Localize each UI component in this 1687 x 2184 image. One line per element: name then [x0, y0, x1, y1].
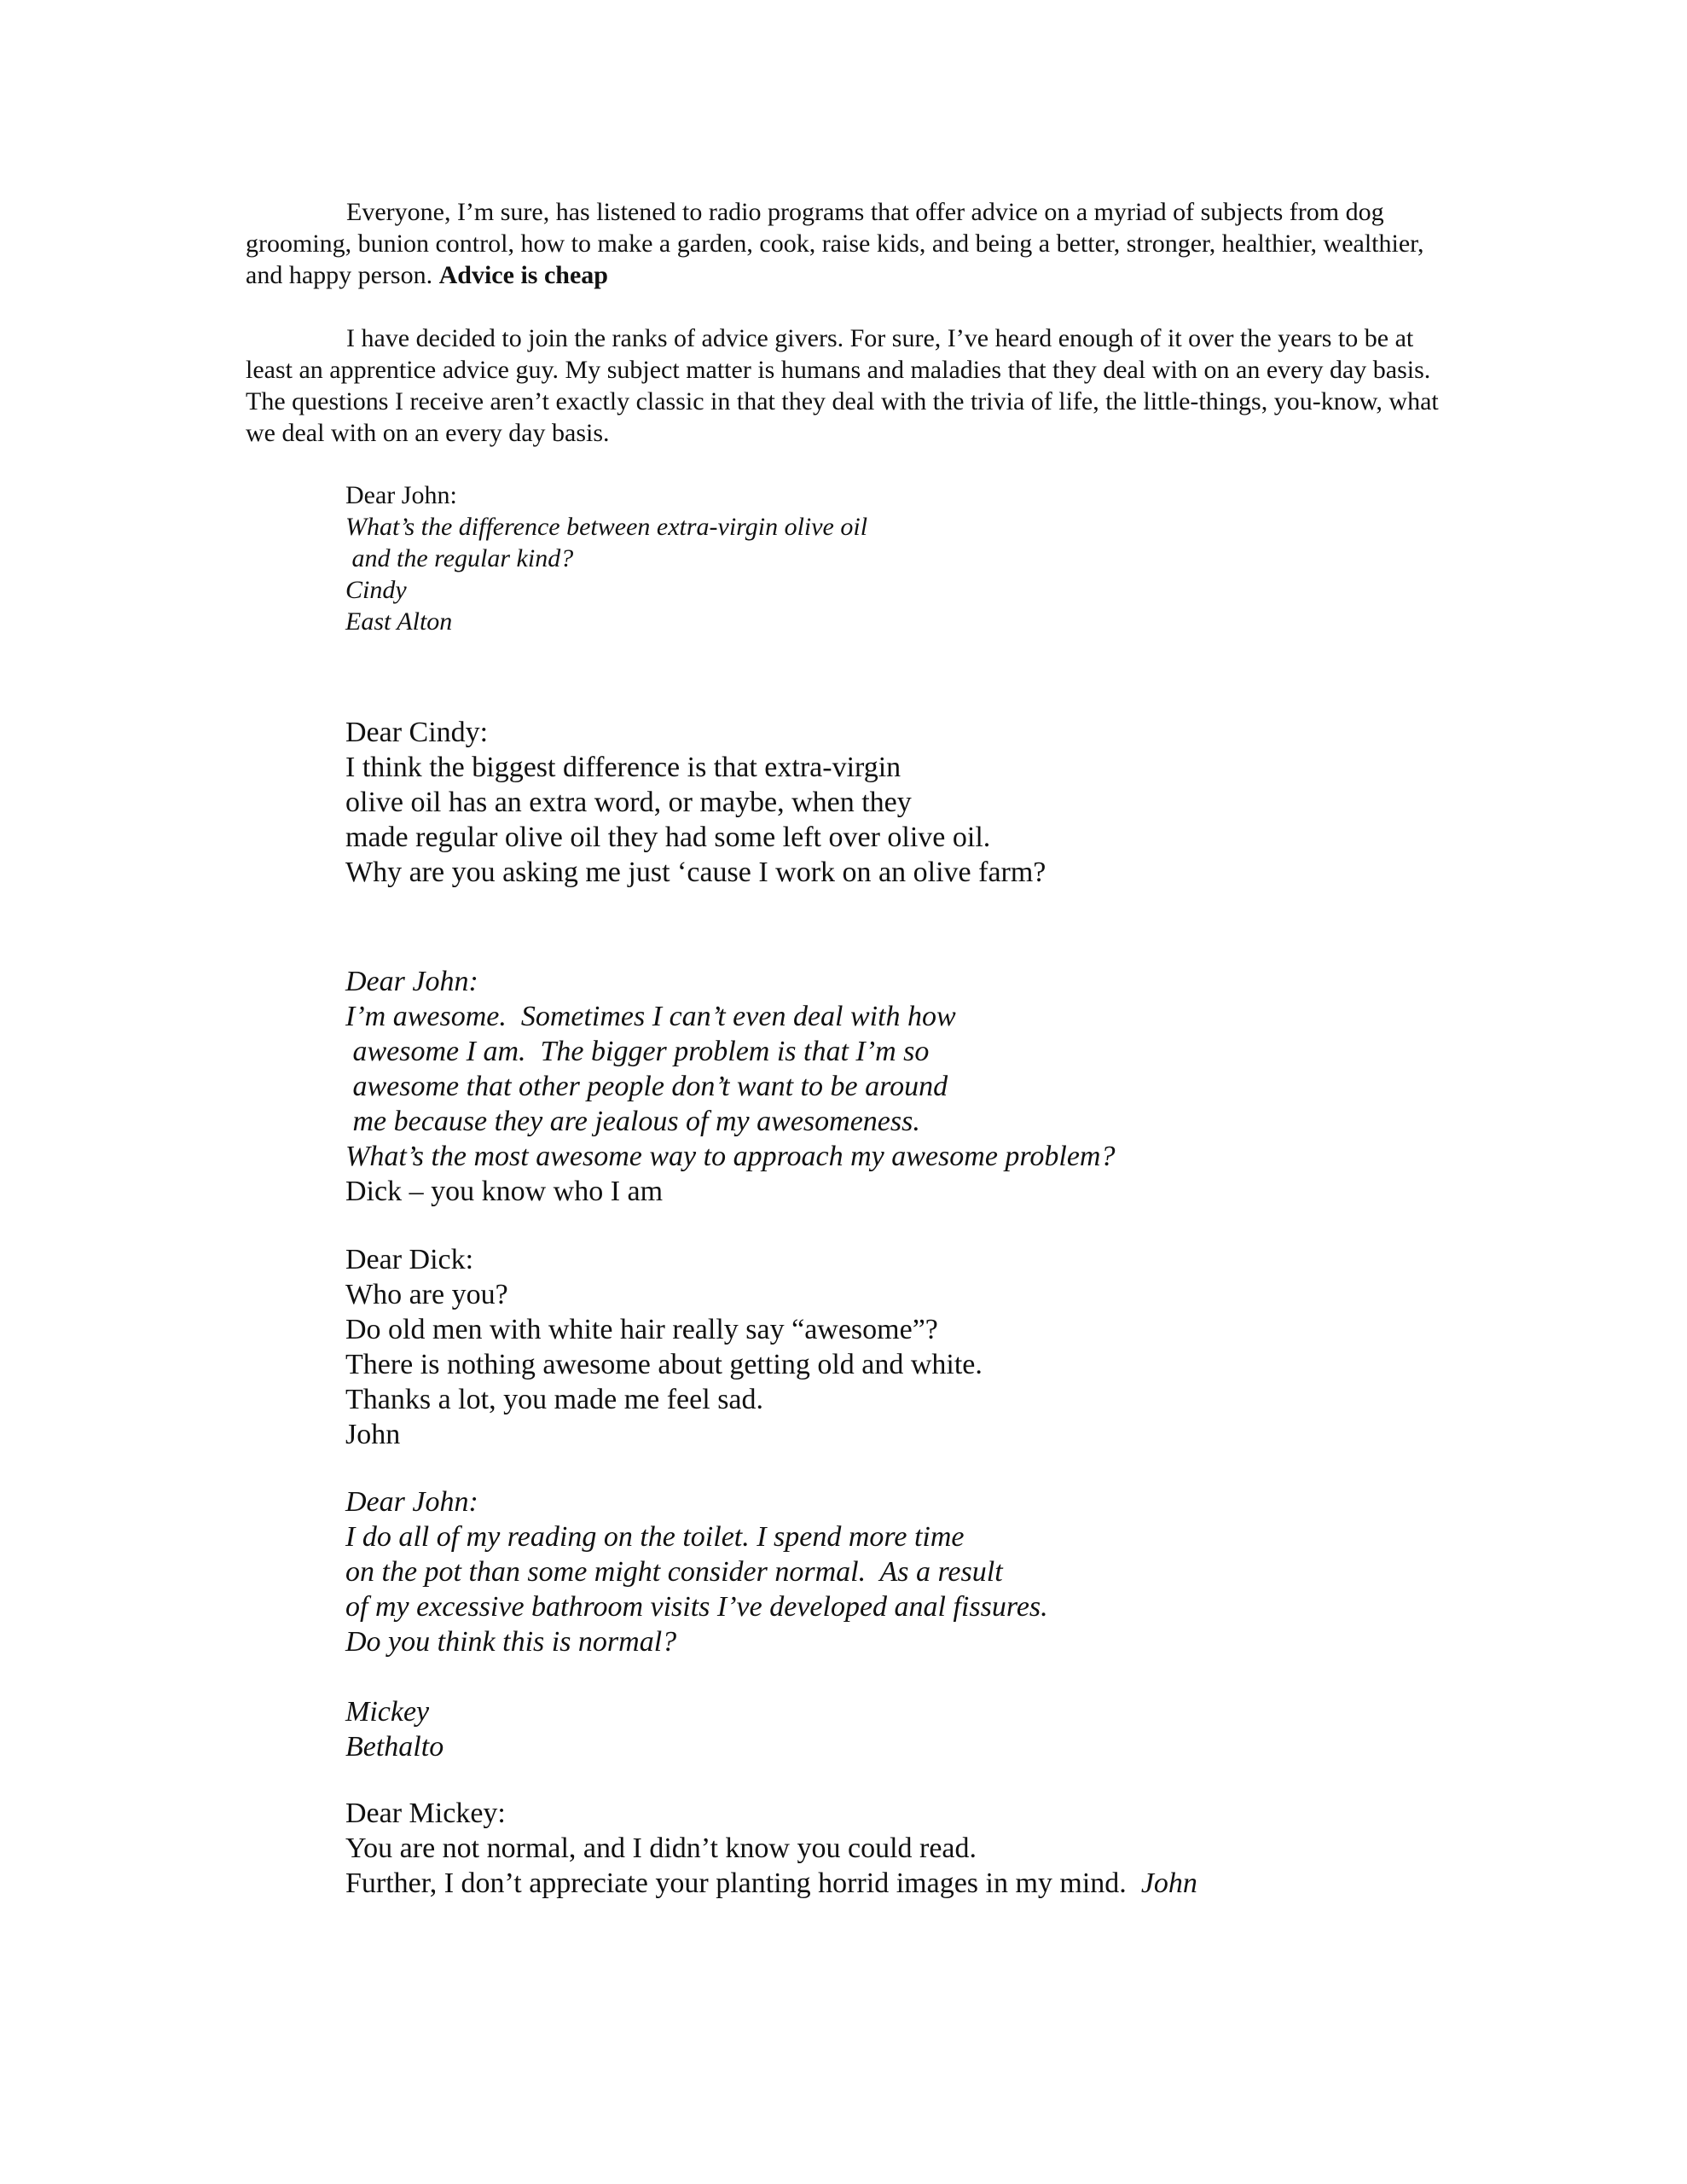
letter-salutation: Dear John: — [345, 966, 478, 997]
intro-paragraph-2: I have decided to join the ranks of advice givers. For sure, I’ve heard enough of it over the years to be at least an apprentice advice guy. My subject matter is humans and maladies that they deal with on an every day basis. The questions I receive aren’t exactly classic in that they deal with the trivia of life, the little-things, you-know, what we deal with on an every day basis. — [246, 324, 1439, 447]
letter-body-line: I think the biggest difference is that extra-virgin — [345, 752, 901, 783]
letter-salutation: Dear John: — [345, 1486, 478, 1518]
letter-body-line: I do all of my reading on the toilet. I spend more time — [345, 1521, 965, 1553]
letter-answer-mickey — [345, 1796, 1197, 1901]
letter-body-line: There is nothing awesome about getting old and white. — [345, 1349, 983, 1380]
letter-body-line: You are not normal, and I didn’t know you could read. — [345, 1833, 977, 1864]
letter-body-line: Who are you? — [345, 1279, 508, 1310]
letter-answer-cindy — [345, 715, 1046, 890]
intro-paragraph-1 — [246, 196, 1457, 291]
letter-body-line: What’s the difference between extra-virgin olive oil — [345, 513, 868, 541]
letter-body-line: awesome that other people don’t want to be around — [345, 1071, 948, 1102]
letter-answer-dick — [345, 1242, 983, 1452]
letter-salutation: Dear John: — [345, 481, 457, 509]
letter-body-line: Why are you asking me just ‘cause I work on an olive farm? — [345, 857, 1046, 888]
letter-signature: Dick – you know who I am — [345, 1176, 664, 1207]
letter-question-cindy — [345, 479, 867, 637]
intro-paragraph-1-bold: Advice is cheap — [438, 261, 608, 289]
letter-body-line: Do you think this is normal? — [345, 1626, 677, 1658]
letter-body-line: I’m awesome. Sometimes I can’t even deal with how — [345, 1001, 956, 1032]
letter-sender-name: Cindy — [345, 576, 407, 604]
letter-body-line: of my excessive bathroom visits I’ve developed anal fissures. — [345, 1591, 1048, 1623]
letter-body-line: made regular olive oil they had some left over olive oil. — [345, 822, 991, 853]
letter-body-text: Further, I don’t appreciate your planting horrid images in my mind. — [345, 1867, 1141, 1899]
letter-body-line: me because they are jealous of my awesomeness. — [345, 1106, 920, 1137]
letter-body-line: olive oil has an extra word, or maybe, when they — [345, 787, 912, 818]
intro-paragraph-1-text: Everyone, I’m sure, has listened to radio programs that offer advice on a myriad of subjects from dog grooming, bunion control, how to make a garden, cook, raise kids, and being a better, stronger, healthier, wealthier, and happy person. — [246, 198, 1424, 289]
letter-sender-place: East Alton — [345, 607, 453, 636]
letter-spacer — [345, 1659, 1048, 1694]
letter-body-line: John — [345, 1419, 401, 1450]
letter-body-line: Thanks a lot, you made me feel sad. — [345, 1384, 764, 1415]
letter-question-mickey — [345, 1484, 1048, 1764]
letter-sender-place: Bethalto — [345, 1731, 444, 1763]
letter-salutation: Dear Mickey: — [345, 1798, 506, 1829]
letter-sender-name: Mickey — [345, 1696, 430, 1728]
letter-body-line: Do old men with white hair really say “awesome”? — [345, 1314, 938, 1345]
letter-body-line — [345, 1866, 1197, 1901]
letter-salutation: Dear Dick: — [345, 1244, 474, 1275]
letter-body-line: awesome I am. The bigger problem is that I’m so — [345, 1036, 930, 1067]
letter-body-line: What’s the most awesome way to approach my awesome problem? — [345, 1141, 1116, 1172]
letter-question-dick — [345, 964, 1115, 1209]
letter-salutation: Dear Cindy: — [345, 717, 489, 748]
letter-body-line: on the pot than some might consider normal. As a result — [345, 1556, 1003, 1588]
letter-signature: John — [1140, 1867, 1197, 1899]
letter-body-line: and the regular kind? — [345, 544, 574, 572]
